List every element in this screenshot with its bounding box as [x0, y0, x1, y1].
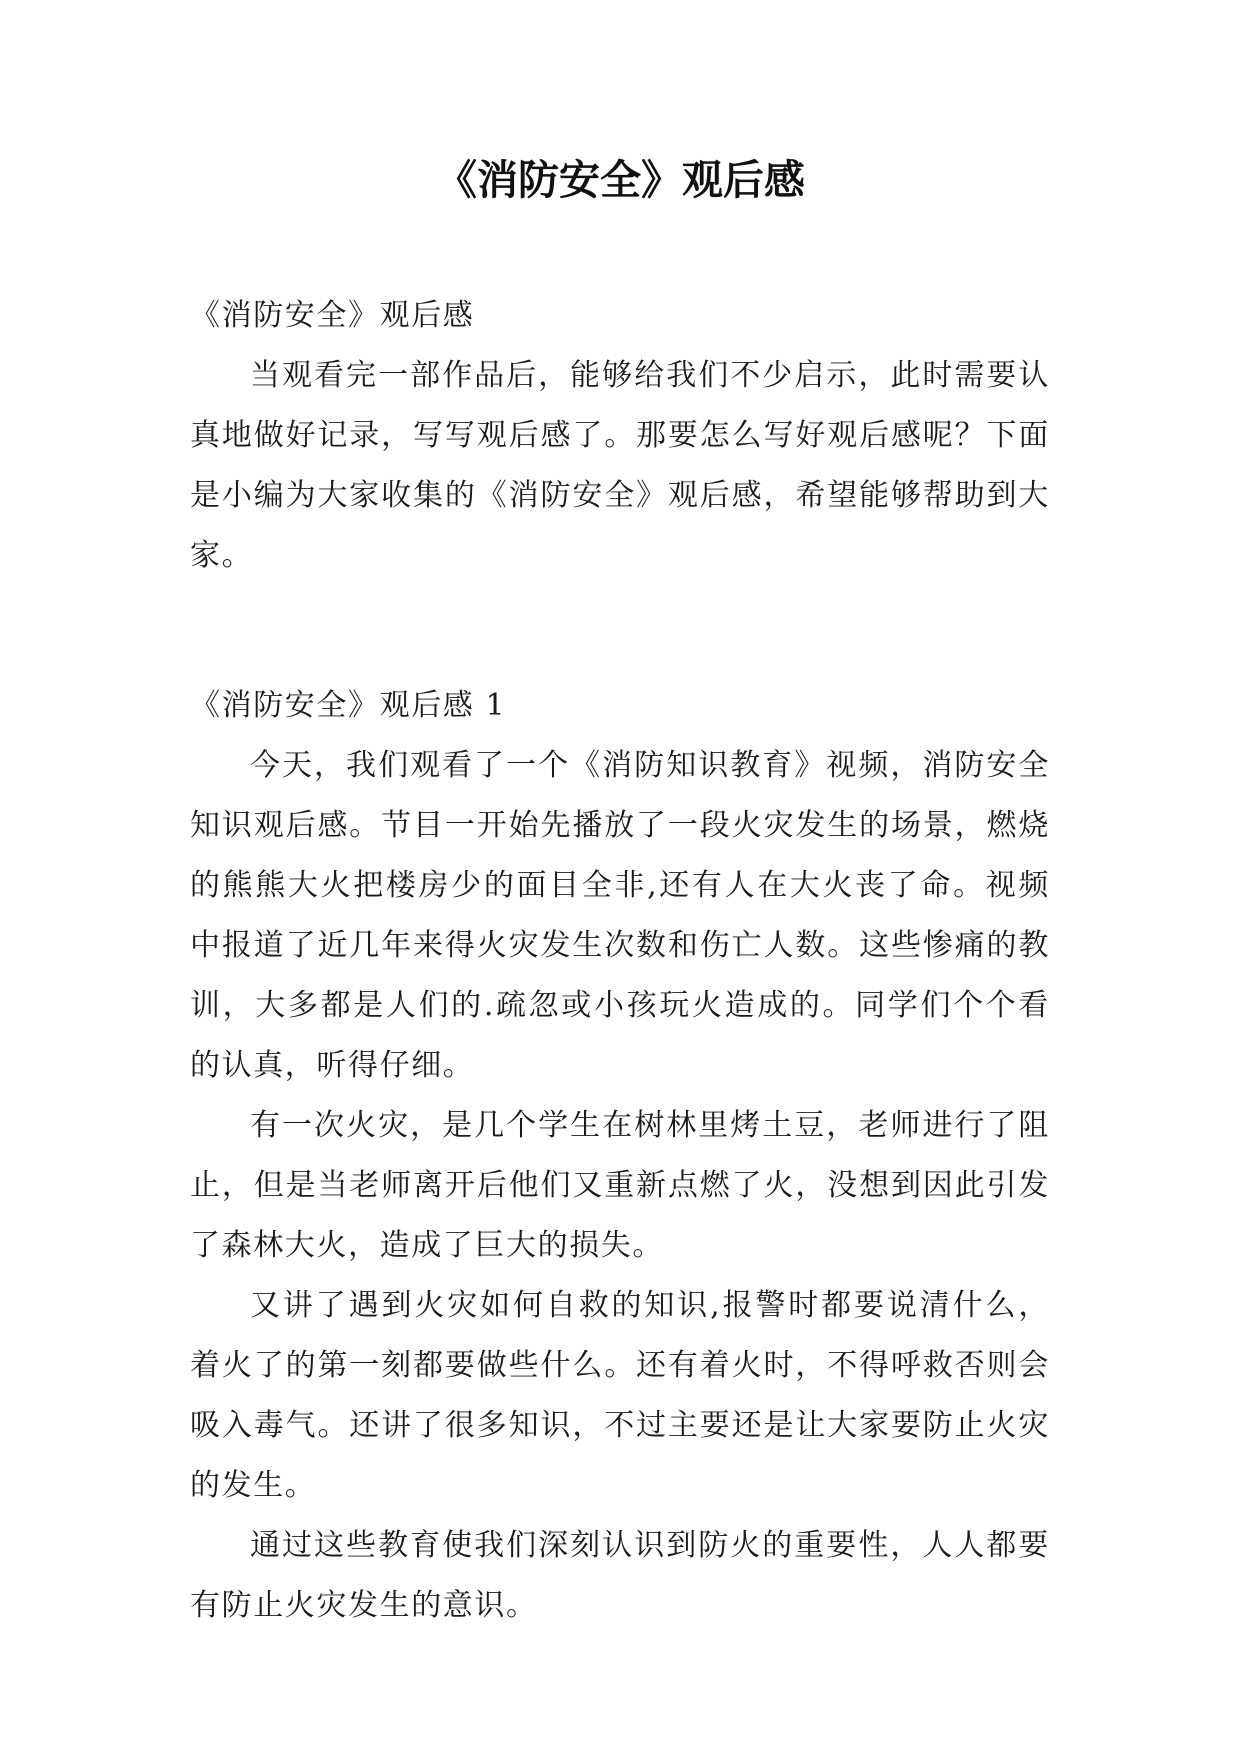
essay-1-paragraph-1: 今天，我们观看了一个《消防知识教育》视频，消防安全知识观后感。节目一开始先播放了一段火灾发生的场景，燃烧的熊熊大火把楼房少的面目全非,还有人在大火丧了命。视频中报道了近几年来得火灾发生次数和伤亡人数。这些惨痛的教训，大多都是人们的.疏忽或小孩玩火造成的。同学们个个看的认真，听得仔细。 — [190, 748, 1050, 1083]
section-gap — [190, 586, 1050, 676]
essay-1-paragraph-4: 通过这些教育使我们深刻认识到防火的重要性，人人都要有防止火灾发生的意识。 — [190, 1528, 1050, 1623]
essay-1-paragraph-2: 有一次火灾，是几个学生在树林里烤土豆，老师进行了阻止，但是当老师离开后他们又重新点燃了火，没想到因此引发了森林大火，造成了巨大的损失。 — [190, 1108, 1050, 1263]
page-title: 《消防安全》观后感 — [436, 156, 805, 204]
intro-heading: 《消防安全》观后感 — [190, 298, 475, 333]
essay-1-heading: 《消防安全》观后感 1 — [190, 688, 507, 723]
document-body — [190, 286, 1050, 1636]
essay-1-paragraph-3: 又讲了遇到火灾如何自救的知识,报警时都要说清什么，着火了的第一刻都要做些什么。还有着火时，不得呼救否则会吸入毒气。还讲了很多知识，不过主要还是让大家要防止火灾的发生。 — [190, 1288, 1050, 1503]
intro-paragraph: 当观看完一部作品后，能够给我们不少启示，此时需要认真地做好记录，写写观后感了。那要怎么写好观后感呢？下面是小编为大家收集的《消防安全》观后感，希望能够帮助到大家。 — [190, 358, 1050, 573]
